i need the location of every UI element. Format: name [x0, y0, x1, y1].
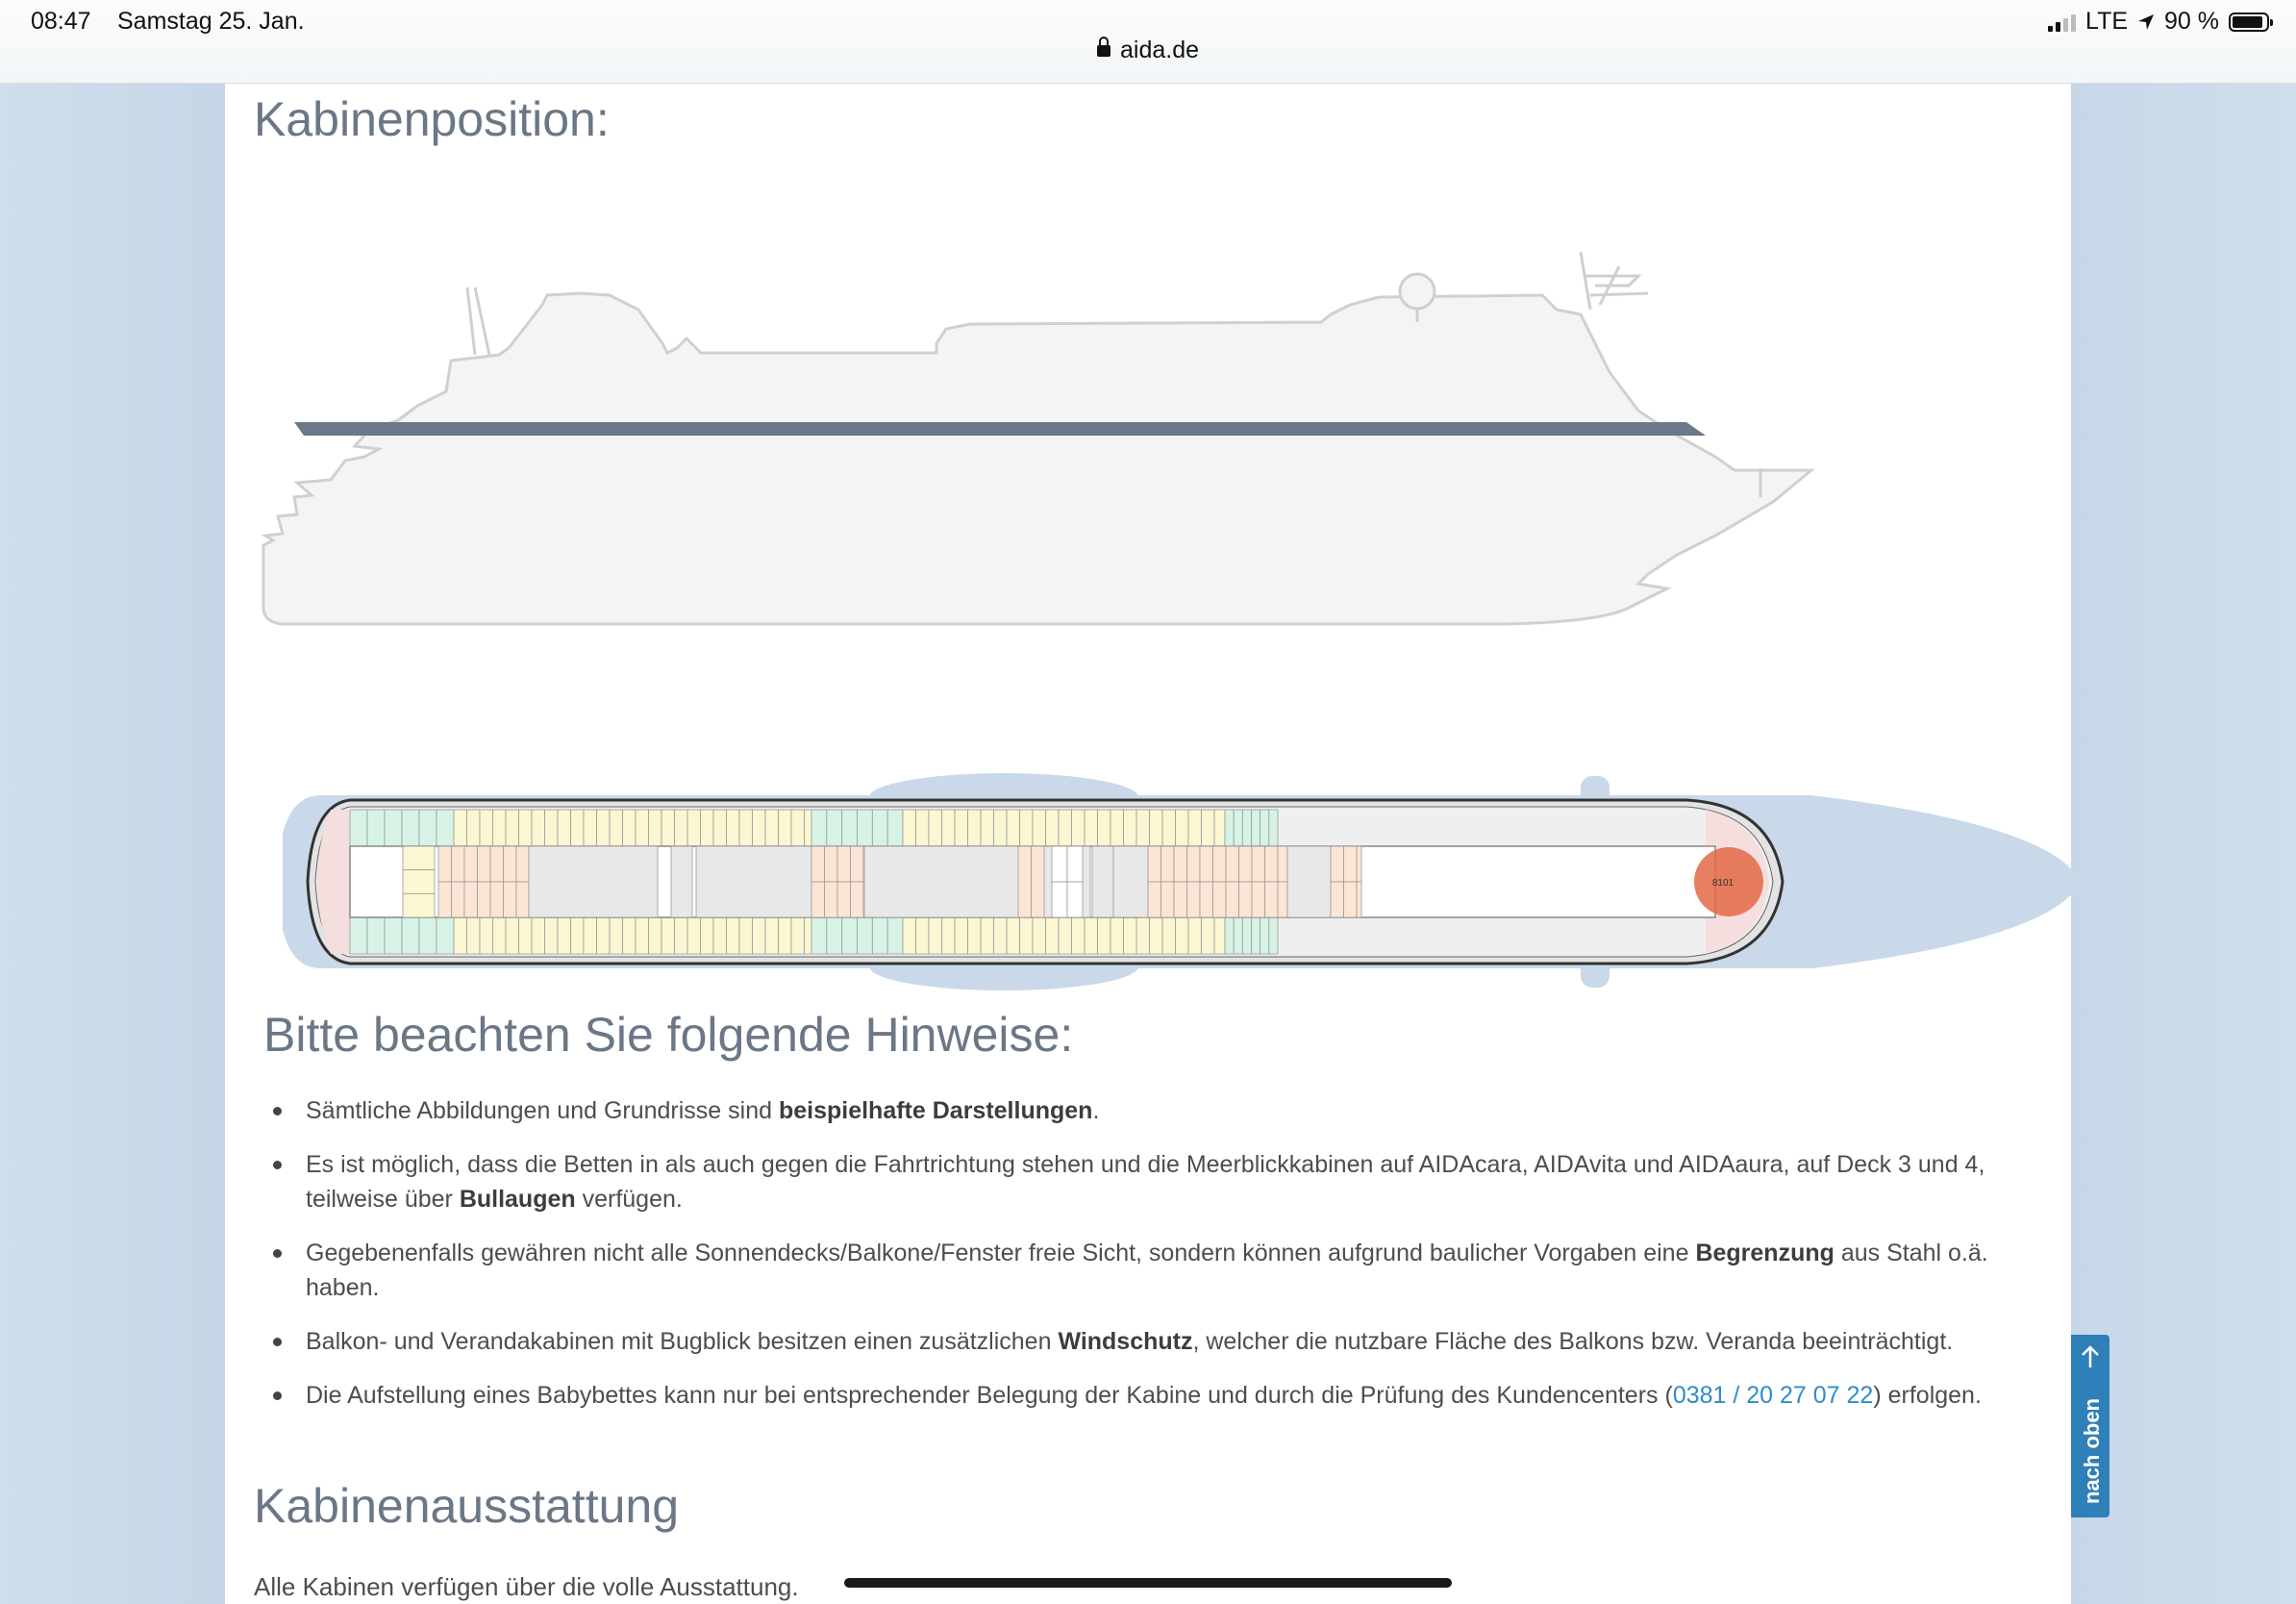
cabin — [1269, 917, 1278, 954]
cabin — [1202, 810, 1215, 846]
cabin — [350, 810, 367, 846]
cabin — [968, 810, 982, 846]
cabin — [1187, 846, 1201, 882]
cabin — [438, 882, 452, 917]
cabin — [872, 917, 887, 954]
cabin — [1018, 846, 1032, 917]
cabin — [516, 882, 529, 917]
cabin — [1136, 917, 1150, 954]
cabin — [571, 917, 585, 954]
cabin — [1252, 917, 1260, 954]
cabin — [1161, 882, 1175, 917]
cabin — [713, 810, 727, 846]
cabin — [1092, 846, 1113, 917]
cabin — [981, 810, 994, 846]
cabin — [1344, 846, 1358, 882]
status-bar — [0, 0, 2296, 84]
cabin — [1067, 846, 1083, 882]
cabin — [597, 810, 611, 846]
cabin — [571, 810, 585, 846]
hint-item: Balkon- und Verandakabinen mit Bugblick besitzen einen zusätzlichen Windschutz, welcher die nutzbare Fläche des Balkons bzw. Veranda beeinträchtigt. — [271, 1324, 2059, 1359]
cabin — [827, 917, 842, 954]
cabin — [454, 917, 467, 954]
cabin — [1136, 810, 1150, 846]
cabin — [1234, 917, 1242, 954]
cabin — [1052, 882, 1067, 917]
cabin — [1020, 917, 1034, 954]
back-to-top-button[interactable] — [2071, 1335, 2109, 1517]
hints-heading: Bitte beachten Sie folgende Hinweise: — [263, 1008, 1074, 1062]
cabin — [811, 882, 825, 917]
cabin — [753, 917, 766, 954]
cabin — [739, 917, 753, 954]
cabin — [1059, 810, 1072, 846]
cabin — [519, 917, 533, 954]
cabin — [506, 810, 519, 846]
cabin — [1344, 882, 1358, 917]
cabin — [1265, 846, 1279, 882]
hint-item: Sämtliche Abbildungen und Grundrisse sind beispielhafte Darstellungen. — [271, 1093, 2059, 1128]
battery-fill — [2233, 16, 2262, 28]
ship-hull — [263, 293, 1811, 624]
cabin — [367, 810, 385, 846]
cabin — [504, 882, 517, 917]
cabin — [1226, 882, 1239, 917]
cabin — [903, 810, 916, 846]
cabin — [1242, 810, 1251, 846]
cabin — [827, 810, 842, 846]
cabin — [1331, 882, 1344, 917]
cabin — [1067, 882, 1083, 917]
cabin — [403, 893, 435, 917]
cabin — [1287, 846, 1331, 917]
cabin — [464, 882, 478, 917]
cabin — [765, 917, 779, 954]
battery-icon — [2229, 13, 2269, 32]
cabin — [584, 917, 597, 954]
hint-item: Es ist möglich, dass die Betten in als auch gegen die Fahrtrichtung stehen und die Meerblickkabinen auf AIDAcara, AIDAvita und AIDAaura, auf Deck 3 und 4, teilweise über Bullaugen verfügen. — [271, 1147, 2059, 1216]
cabin — [480, 810, 493, 846]
cabin — [779, 810, 792, 846]
cabin — [1213, 882, 1227, 917]
cabin — [1161, 846, 1175, 882]
equipment-heading: Kabinenausstattung — [254, 1479, 680, 1533]
cabin — [1007, 810, 1020, 846]
cabin — [558, 917, 571, 954]
home-indicator[interactable] — [844, 1578, 1452, 1588]
cabin — [493, 917, 507, 954]
status-time: 08:47 — [31, 8, 91, 35]
cabin — [1052, 846, 1067, 882]
cabin — [1188, 810, 1202, 846]
cabin — [519, 810, 533, 846]
cabin — [903, 917, 916, 954]
cabin — [1124, 810, 1137, 846]
cabin — [350, 917, 367, 954]
cabin — [1085, 810, 1098, 846]
deck-bottom-row — [350, 917, 1278, 954]
cabin — [1252, 882, 1265, 917]
cabin — [1357, 846, 1361, 882]
highlighted-cabin-label: 8101 — [1711, 878, 1734, 889]
cabin — [791, 917, 805, 954]
cabin — [1357, 882, 1361, 917]
cabin — [506, 917, 519, 954]
cabin — [1278, 846, 1287, 882]
cabin — [1239, 882, 1253, 917]
cabin — [1124, 917, 1137, 954]
cabin — [504, 846, 517, 882]
cabin — [1046, 810, 1060, 846]
cabin — [1269, 810, 1278, 846]
cabin — [464, 846, 478, 882]
cabin — [419, 917, 437, 954]
cabin — [1260, 917, 1269, 954]
hint-item: Die Aufstellung eines Babybettes kann nur bei entsprechender Belegung der Kabine und durch die Prüfung des Kundencenters (0381 / 20 27 07 22) erfolgen. — [271, 1378, 2059, 1413]
cabin — [490, 882, 504, 917]
cabin — [610, 917, 623, 954]
phone-link[interactable]: 0381 / 20 27 07 22 — [1672, 1382, 1874, 1409]
cabin — [1162, 810, 1176, 846]
cabin — [739, 810, 753, 846]
ship-stripe — [294, 422, 1706, 436]
cabin — [1059, 917, 1072, 954]
cabin — [851, 846, 864, 882]
cabin — [1148, 846, 1161, 882]
cabin — [597, 917, 611, 954]
deck-mid-row — [403, 846, 1361, 917]
cabin — [1239, 846, 1253, 882]
cabin — [454, 810, 467, 846]
highlighted-cabin — [1694, 847, 1763, 916]
cabin — [623, 810, 636, 846]
cabin — [675, 810, 688, 846]
cabin — [1162, 917, 1176, 954]
cabin — [419, 810, 437, 846]
cabin — [480, 917, 493, 954]
url-text: aida.de — [1119, 37, 1200, 63]
cabin — [545, 810, 559, 846]
network-label: LTE — [2085, 8, 2129, 35]
cabin — [1226, 846, 1239, 882]
cabin — [825, 846, 838, 882]
cabin — [493, 810, 507, 846]
cabin — [981, 917, 994, 954]
cabin — [1202, 917, 1215, 954]
cabin — [1265, 882, 1279, 917]
back-to-top-label: nach oben — [2080, 1398, 2104, 1505]
cabin — [916, 810, 930, 846]
cabin — [701, 810, 714, 846]
cabin — [968, 917, 982, 954]
location-arrow-icon — [2137, 13, 2155, 31]
cabin — [1033, 917, 1046, 954]
cabin — [842, 917, 858, 954]
cabin — [610, 810, 623, 846]
cabin — [811, 810, 827, 846]
cabin — [1252, 846, 1265, 882]
cabin — [1020, 810, 1034, 846]
signal-icon — [2048, 13, 2076, 32]
cabin — [727, 917, 740, 954]
cabin — [779, 917, 792, 954]
cabin — [452, 846, 465, 882]
cabin — [1150, 917, 1163, 954]
cabin — [558, 810, 571, 846]
cabin — [532, 917, 545, 954]
status-date: Samstag 25. Jan. — [117, 8, 305, 35]
cabin — [1200, 846, 1213, 882]
cabin — [452, 882, 465, 917]
cabin — [623, 917, 636, 954]
cabin — [696, 846, 811, 917]
cabin — [1098, 917, 1111, 954]
cabin — [1113, 846, 1148, 917]
cabin — [636, 810, 649, 846]
cabin — [490, 846, 504, 882]
cabin — [955, 917, 968, 954]
cabin — [636, 917, 649, 954]
cabin — [825, 882, 838, 917]
cabin — [1225, 810, 1234, 846]
hints-list — [271, 1093, 2059, 1432]
cabin-position-heading: Kabinenposition: — [254, 92, 610, 146]
cabin — [649, 917, 662, 954]
cabin — [1176, 810, 1189, 846]
cabin — [1111, 810, 1124, 846]
cabin — [1072, 917, 1086, 954]
cabin — [942, 810, 956, 846]
cabin — [929, 810, 942, 846]
cabin — [887, 917, 903, 954]
cabin — [1252, 810, 1260, 846]
cabin — [1174, 846, 1187, 882]
equipment-text: Alle Kabinen verfügen über die volle Ausstattung. — [254, 1572, 799, 1601]
cabin — [1174, 882, 1187, 917]
cabin — [661, 917, 675, 954]
cabin — [1098, 810, 1111, 846]
cabin — [1200, 882, 1213, 917]
address-bar[interactable] — [0, 37, 2296, 64]
cabin — [955, 810, 968, 846]
cabin — [649, 810, 662, 846]
cabin — [837, 846, 851, 882]
cabin — [438, 846, 452, 882]
cabin — [437, 917, 454, 954]
battery-label: 90 % — [2164, 8, 2219, 35]
cabin — [837, 882, 851, 917]
cabin — [1260, 810, 1269, 846]
cabin — [994, 917, 1008, 954]
hint-item: Gegebenenfalls gewähren nicht alle Sonnendecks/Balkone/Fenster freie Sicht, sondern können aufgrund baulicher Vorgaben eine Begrenzung aus Stahl o.ä. haben. — [271, 1236, 2059, 1305]
cabin — [532, 810, 545, 846]
cabin — [916, 917, 930, 954]
cabin — [687, 917, 701, 954]
cabin — [1278, 882, 1287, 917]
cabin — [529, 846, 658, 917]
cabin — [1234, 810, 1242, 846]
cabin — [887, 810, 903, 846]
cabin — [437, 810, 454, 846]
deck-top-row — [350, 810, 1278, 846]
cabin — [675, 917, 688, 954]
cabin — [687, 810, 701, 846]
ship-radar-dome — [1400, 274, 1435, 309]
cabin — [872, 810, 887, 846]
cabin — [1148, 882, 1161, 917]
cabin — [478, 846, 491, 882]
cabin — [1188, 917, 1202, 954]
deck-plan — [273, 689, 2090, 1055]
cabin — [385, 917, 402, 954]
ship-side-view — [254, 209, 2061, 747]
cabin — [1225, 917, 1234, 954]
cabin — [1331, 846, 1344, 882]
cabin — [791, 810, 805, 846]
cabin — [385, 810, 402, 846]
cabin — [1007, 917, 1020, 954]
cabin — [1214, 810, 1225, 846]
cabin — [851, 882, 864, 917]
cabin — [1033, 810, 1046, 846]
cabin — [1085, 917, 1098, 954]
cabin — [545, 917, 559, 954]
cabin — [929, 917, 942, 954]
cabin — [467, 917, 481, 954]
cabin — [994, 810, 1008, 846]
cabin — [516, 846, 529, 882]
cabin — [713, 917, 727, 954]
cabin — [467, 810, 481, 846]
cabin — [753, 810, 766, 846]
cabin — [478, 882, 491, 917]
cabin — [1187, 882, 1201, 917]
cabin — [661, 810, 675, 846]
cabin — [1213, 846, 1227, 882]
cabin — [1072, 810, 1086, 846]
lock-icon — [1097, 45, 1111, 57]
status-indicators — [2048, 8, 2269, 36]
cabin — [367, 917, 385, 954]
left-margin — [0, 84, 225, 1604]
cabin — [842, 810, 858, 846]
cabin — [403, 846, 435, 870]
cabin — [402, 810, 419, 846]
cabin — [1150, 810, 1163, 846]
cabin — [765, 810, 779, 846]
cabin — [858, 810, 873, 846]
cabin — [805, 917, 812, 954]
cabin — [1111, 917, 1124, 954]
cabin — [403, 870, 435, 894]
cabin — [1214, 917, 1225, 954]
cabin — [811, 917, 827, 954]
cabin — [858, 917, 873, 954]
cabin — [402, 917, 419, 954]
cabin — [701, 917, 714, 954]
arrow-up-icon — [2079, 1344, 2102, 1369]
cabin — [1046, 917, 1060, 954]
cabin — [671, 846, 692, 917]
cabin — [1032, 846, 1045, 917]
cabin — [727, 810, 740, 846]
main-content — [225, 84, 2071, 1604]
cabin — [942, 917, 956, 954]
cabin — [584, 810, 597, 846]
cabin — [811, 846, 825, 882]
cabin — [805, 810, 812, 846]
cabin — [1242, 917, 1251, 954]
cabin — [1176, 917, 1189, 954]
